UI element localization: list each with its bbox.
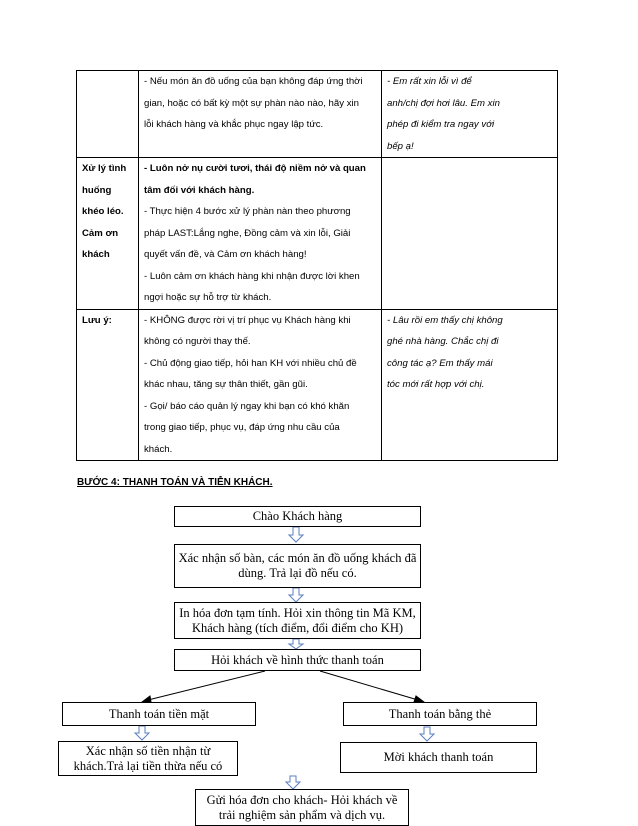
flow-step-cash-confirm: Xác nhận số tiền nhận từ khách.Trả lại tiền thừa nếu có <box>58 741 238 776</box>
flow-step-cash: Thanh toán tiền mặt <box>62 702 256 726</box>
example-cell: - Em rất xin lỗi vì để anh/chị đợi hơi lâu. Em xin phép đi kiểm tra ngay với bếp ạ! <box>382 71 558 158</box>
flow-step-card: Thanh toán bằng thẻ <box>343 702 537 726</box>
actions-cell: - Nếu món ăn đồ uống của bạn không đáp ứng thời gian, hoặc có bất kỳ một sự phàn nào nào, hãy xin lỗi khách hàng và khắc phục ngay lập tức. <box>139 71 382 158</box>
actions-cell: - KHÔNG được rời vị trí phục vụ Khách hàng khi không có người thay thế. - Chủ động giao tiếp, hỏi han KH với nhiều chủ đề khác nhau, tăng sự thân thiết, gần gũi. - Gọi/ báo cáo quản lý ngay khi bạn có khó khăn trong giao tiếp, phục vụ, đáp ứng nhu cầu của khách. <box>139 309 382 461</box>
row-label-cell: Lưu ý: <box>77 309 139 461</box>
step-4-title: BƯỚC 4: THANH TOÁN VÀ TIỄN KHÁCH. <box>77 477 273 488</box>
row-label-cell: Xử lý tình huống khéo léo. Cảm ơn khách <box>77 158 139 310</box>
connector-line <box>320 671 418 700</box>
flow-step-confirm: Xác nhận số bàn, các món ăn đồ uống khách đã dùng. Trả lại đồ nếu có. <box>174 544 421 588</box>
arrow-down-icon <box>420 727 434 741</box>
connector-line <box>148 671 265 700</box>
flow-step-card-invite: Mời khách thanh toán <box>340 742 537 773</box>
flow-step-ask-payment: Hỏi khách về hình thức thanh toán <box>174 649 421 671</box>
arrow-down-icon <box>289 527 303 542</box>
actions-cell: - Luôn nở nụ cười tươi, thái độ niềm nở và quan tâm đối với khách hàng. - Thực hiện 4 bước xử lý phàn nàn theo phương pháp LAST:Lắng nghe, Đồng cảm và xin lỗi, Giải quyết vấn đề, và Cảm ơn khách hàng! - Luôn cảm ơn khách hàng khi nhận được lời khen ngợi hoặc sự hỗ trợ từ khách. <box>139 158 382 310</box>
arrow-down-icon <box>286 776 300 789</box>
arrow-down-icon <box>135 726 149 740</box>
flow-step-greet: Chào Khách hàng <box>174 506 421 527</box>
flow-step-send-bill: Gửi hóa đơn cho khách- Hỏi khách về trải nghiệm sản phẩm và dịch vụ. <box>195 789 409 826</box>
arrow-down-icon <box>289 588 303 602</box>
flow-step-print-bill: In hóa đơn tạm tính. Hỏi xin thông tin Mã KM, Khách hàng (tích điểm, đổi điểm cho KH) <box>174 602 421 639</box>
arrow-down-icon <box>289 639 303 649</box>
example-cell: - Lâu rồi em thấy chị không ghé nhà hàng. Chắc chị đi công tác ạ? Em thấy mái tóc mới rất hợp với chị. <box>382 309 558 461</box>
